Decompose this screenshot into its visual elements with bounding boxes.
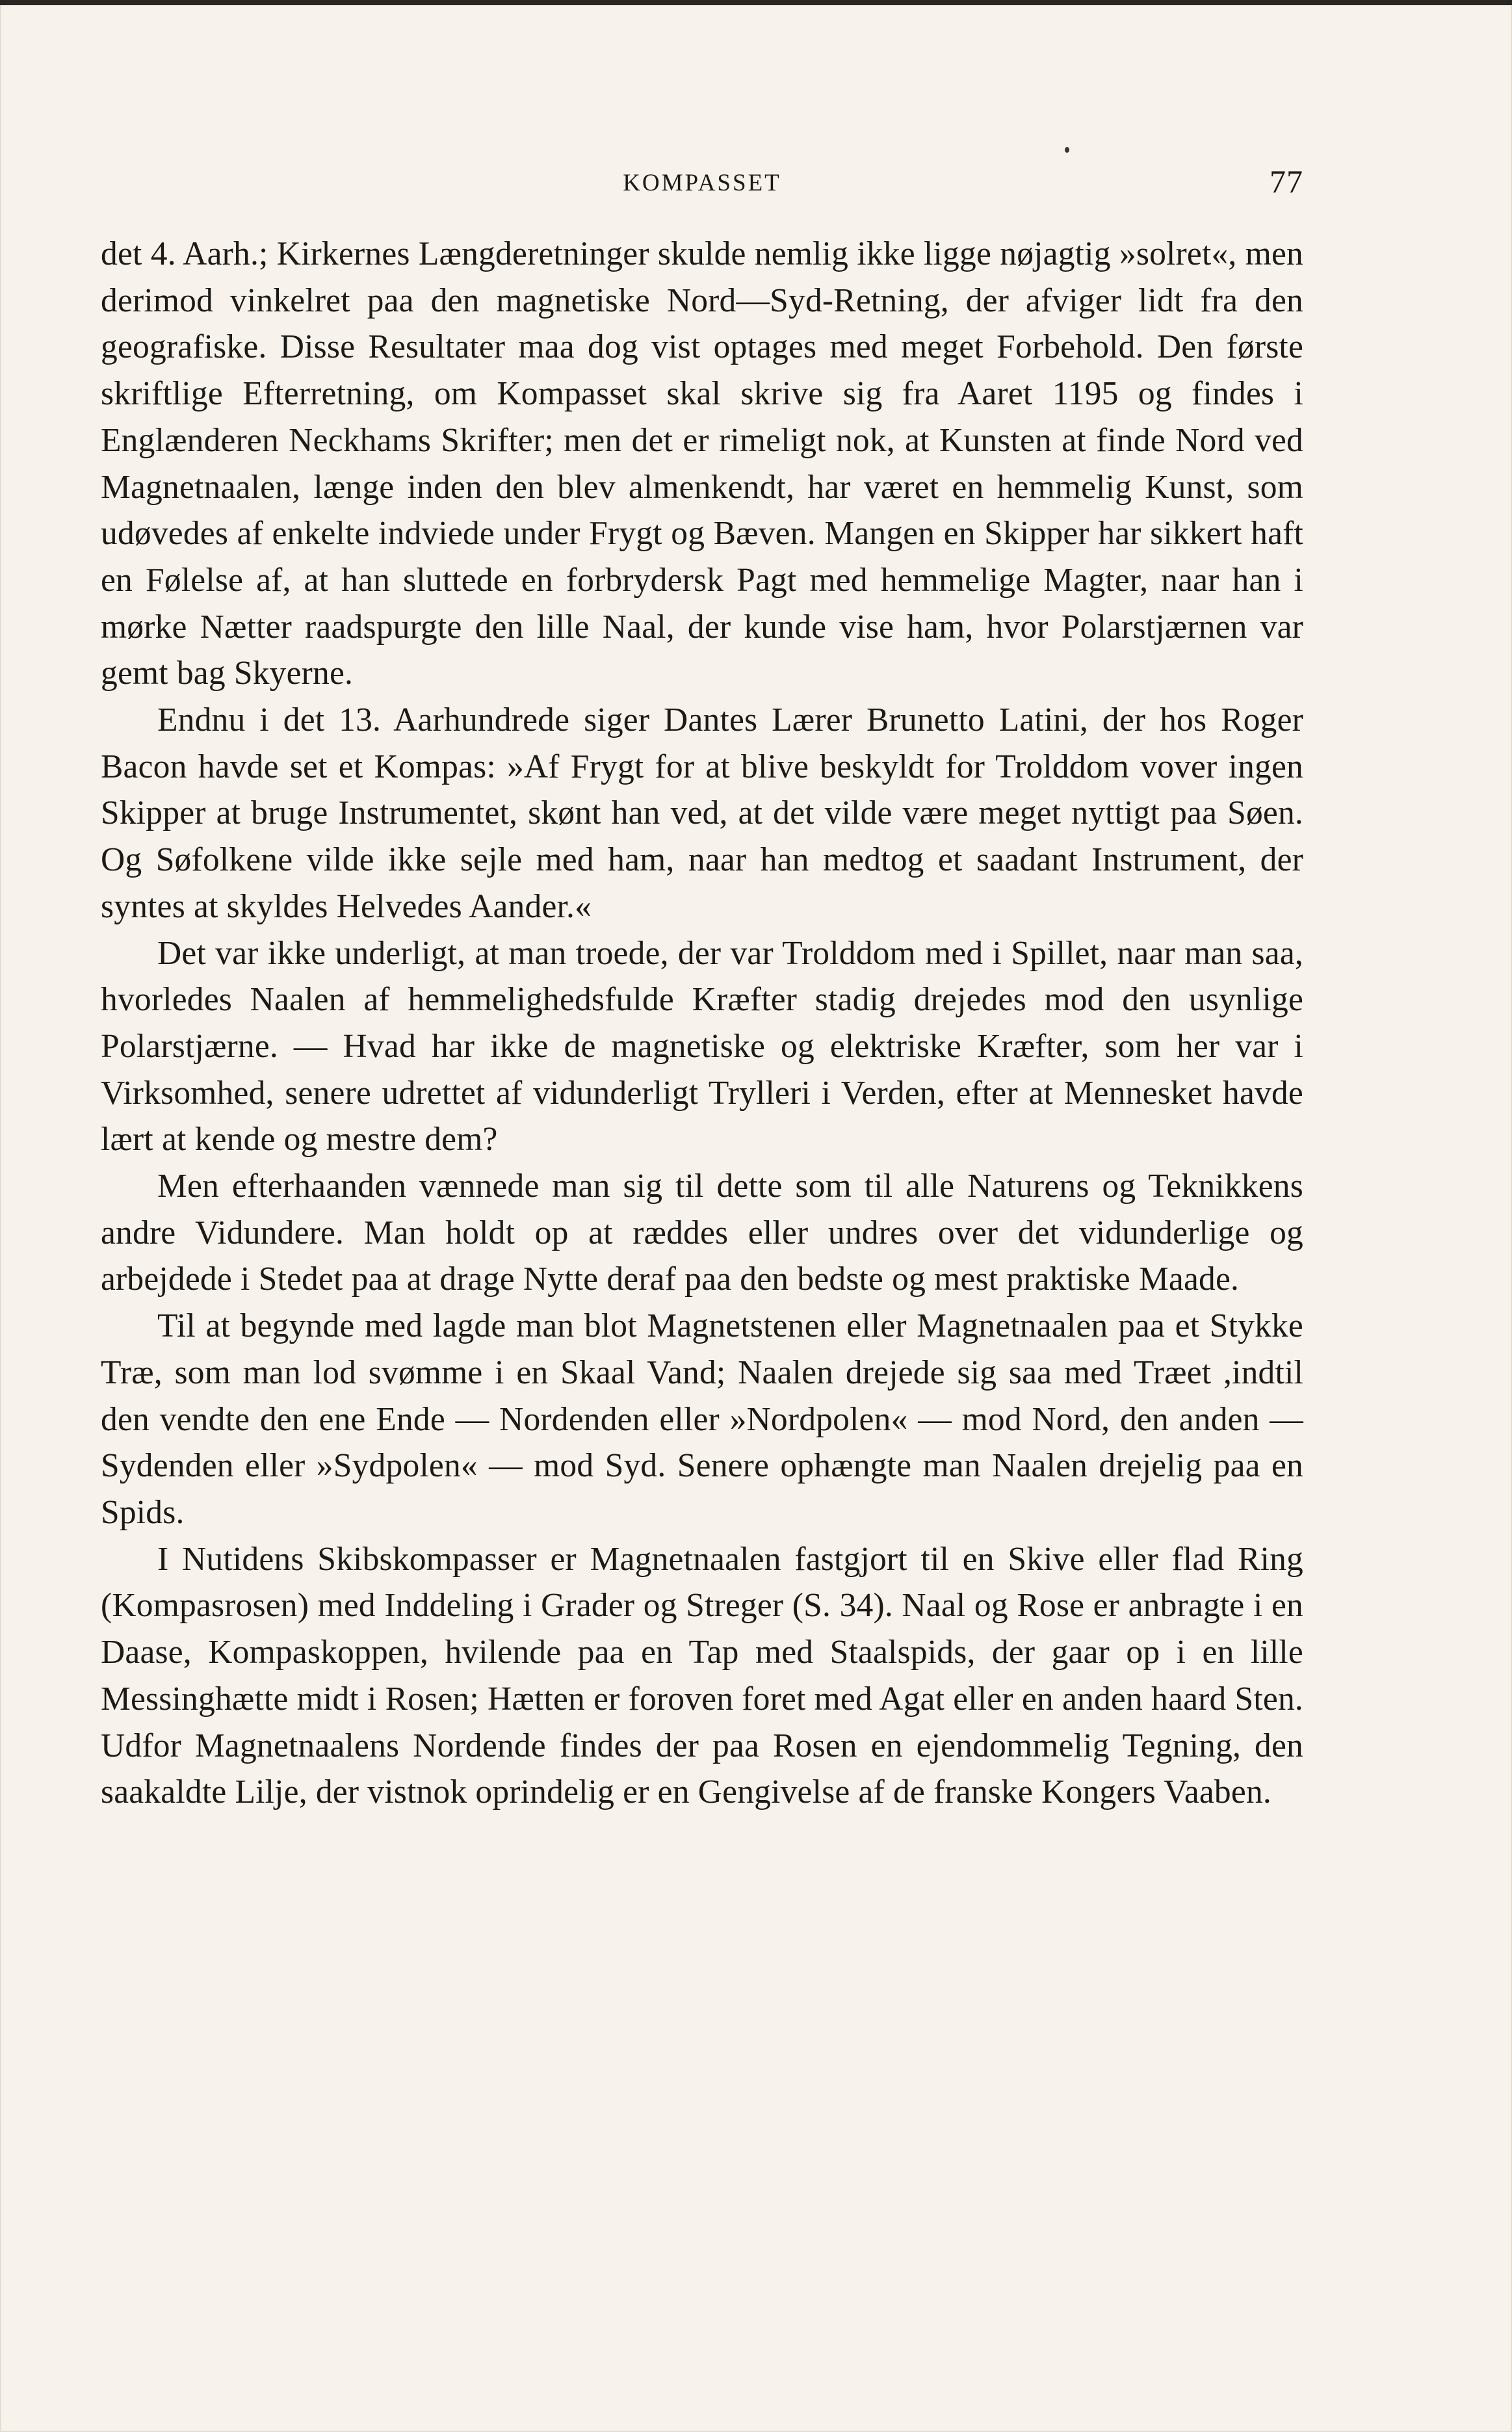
page-header xyxy=(101,163,1303,208)
paragraph-3: Det var ikke underligt, at man troede, der var Trolddom med i Spillet, naar man saa, hvorledes Naalen af hemmelighedsfulde Kræfter stadig drejedes mod den usynlige Polarstjærne. — Hvad har ikke de magnetiske og elektriske Kræfter, som her var i Virksomhed, senere udrettet af vidunderligt Trylleri i Verden, efter at Mennesket havde lært at kende og mestre dem? xyxy=(101,934,1303,1158)
paragraph-4: Men efterhaanden vænnede man sig til dette som til alle Naturens og Teknikkens andre Vidundere. Man holdt op at ræddes eller undres over det vidunderlige og arbejdede i Stedet paa at drage Nytte deraf paa den bedste og mest praktiske Maade. xyxy=(101,1168,1303,1298)
paragraph-5: Til at begynde med lagde man blot Magnetstenen eller Magnetnaalen paa et Stykke Træ, som man lod svømme i en Skaal Vand; Naalen drejede sig saa med Træet ,indtil den vendte den ene Ende — Nordenden eller »Nordpolen« — mod Nord, den anden — Sydenden eller »Sydpolen« — mod Syd. Senere ophængte man Naalen drejelig paa en Spids. xyxy=(101,1307,1303,1531)
running-head: KOMPASSET xyxy=(623,170,781,196)
scan-edge xyxy=(0,0,1512,5)
page-number: 77 xyxy=(1270,163,1303,200)
ink-speck xyxy=(1065,147,1069,153)
paragraph-6: I Nutidens Skibskompasser er Magnetnaalen fastgjort til en Skive eller flad Ring (Kompasrosen) med Inddeling i Grader og Streger (S. 34). Naal og Rose er anbragte i en Daase, Kompaskoppen, hvilende paa en Tap med Staalspids, der gaar op i en lille Messinghætte midt i Rosen; Hætten er foroven foret med Agat eller en anden haard Sten. Udfor Magnetnaalens Nordende findes der paa Rosen en ejendommelig Tegning, den saakaldte Lilje, der vistnok oprindelig er en Gengivelse af de franske Kongers Vaaben. xyxy=(101,1540,1303,1811)
paragraph-2: Endnu i det 13. Aarhundrede siger Dantes Lærer Brunetto Latini, der hos Roger Bacon havde set et Kompas: »Af Frygt for at blive beskyldt for Trolddom vover ingen Skipper at bruge Instrumentet, skønt han ved, at det vilde være meget nyttigt paa Søen. Og Søfolkene vilde ikke sejle med ham, naar han medtog et saadant Instrument, der syntes at skyldes Helvedes Aander.« xyxy=(101,701,1303,925)
paragraph-1: det 4. Aarh.; Kirkernes Længderetninger skulde nemlig ikke ligge nøjagtig »solret«, men derimod vinkelret paa den magnetiske Nord—Syd-Retning, der afviger lidt fra den geografiske. Disse Resultater maa dog vist optages med meget Forbehold. Den første skriftlige Efterretning, om Kompasset skal skrive sig fra Aaret 1195 og findes i Englænderen Neckhams Skrifter; men det er rimeligt nok, at Kunsten at finde Nord ved Magnetnaalen, længe inden den blev almenkendt, har været en hemmelig Kunst, som udøvedes af enkelte indviede under Frygt og Bæven. Mangen en Skipper har sikkert haft en Følelse af, at han sluttede en forbrydersk Pagt med hemmelige Magter, naar han i mørke Nætter raadspurgte den lille Naal, der kunde vise ham, hvor Polarstjærnen var gemt bag Skyerne. xyxy=(101,235,1303,692)
body-text xyxy=(101,231,1303,1816)
